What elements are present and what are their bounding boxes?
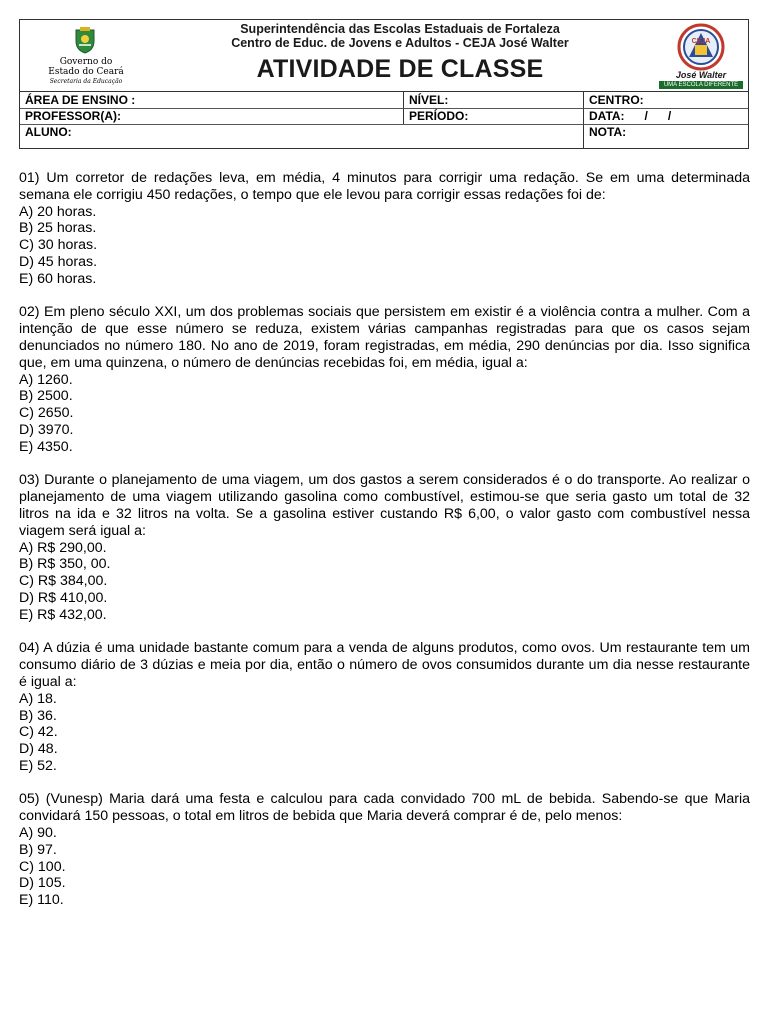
ceja-emblem-icon	[657, 23, 745, 71]
answer-option: A) 18.	[19, 690, 57, 707]
question-stem: 05) (Vunesp) Maria dará uma festa e calculou para cada convidado 700 mL de bebida. Sabendo-se que Maria convidará 150 pessoas, o total em litros de bebida que Maria deverá comprar é de, pelo menos:	[19, 791, 750, 825]
table-row-line	[20, 124, 748, 125]
answer-option: C) 30 horas.	[19, 237, 98, 254]
question-5	[19, 791, 750, 909]
field-nivel: NÍVEL:	[409, 93, 449, 107]
field-data: DATA: / /	[589, 109, 672, 123]
field-centro: CENTRO:	[589, 93, 644, 107]
answer-option: B) R$ 350, 00.	[19, 556, 111, 573]
answer-option: B) 36.	[19, 707, 57, 724]
answer-option: D) 48.	[19, 741, 58, 758]
answer-option: D) 45 horas.	[19, 253, 98, 270]
government-logo	[38, 26, 128, 86]
answer-option: D) R$ 410,00.	[19, 589, 108, 606]
answer-option: C) 42.	[19, 724, 58, 741]
activity-title: ATIVIDADE DE CLASSE	[256, 55, 544, 83]
field-nota: NOTA:	[589, 125, 627, 139]
question-4	[19, 640, 750, 774]
answer-option: B) 97.	[19, 841, 57, 858]
answer-option: C) 100.	[19, 858, 66, 875]
answer-option: E) 60 horas.	[19, 270, 97, 287]
answer-option: A) R$ 290,00.	[19, 539, 107, 556]
government-name: Governo do Estado do Ceará	[48, 57, 124, 77]
answer-option: E) R$ 432,00.	[19, 606, 107, 623]
svg-text:CEJA: CEJA	[691, 38, 711, 45]
superintendence-title: Superintendência das Escolas Estaduais de Fortaleza	[240, 22, 560, 36]
answer-option: C) R$ 384,00.	[19, 573, 108, 590]
question-2	[19, 304, 750, 455]
secretariat-name: Secretaria da Educação	[49, 78, 123, 85]
coat-of-arms-icon	[73, 26, 97, 54]
questions-list	[19, 170, 750, 926]
question-stem: 03) Durante o planejamento de uma viagem, um dos gastos a serem considerados é o do transporte. Ao realizar o planejamento de uma viagem utilizando gasolina como combustível, estimou-se que seria gasto um total de 32 litros na ida e 32 litros na volta. Se a gasolina estiver custando R$ 6,00, o valor gasto com combustível nessa viagem será igual a:	[19, 472, 750, 539]
field-periodo: PERÍODO:	[409, 109, 469, 123]
school-title: Centro de Educ. de Jovens e Adultos - CEJA José Walter	[231, 36, 569, 50]
answer-option: C) 2650.	[19, 405, 74, 422]
question-3	[19, 472, 750, 623]
question-stem: 01) Um corretor de redações leva, em média, 4 minutos para corrigir uma redação. Se em uma determinada semana ele corrigiu 450 redações, o tempo que ele levou para corrigir essas redações foi de:	[19, 170, 750, 203]
question-stem: 04) A dúzia é uma unidade bastante comum para a venda de alguns produtos, como ovos. Um restaurante tem um consumo diário de 3 dúzias e meia por dia, então o número de ovos consumidos durante um dia nesse restaurante é igual a:	[19, 640, 750, 690]
answer-option: A) 1260.	[19, 371, 73, 388]
answer-option: B) 2500.	[19, 388, 73, 405]
field-aluno: ALUNO:	[25, 125, 72, 139]
answer-option: D) 3970.	[19, 421, 74, 438]
ceja-slogan: UMA ESCOLA DIFERENTE	[659, 81, 743, 89]
answer-option: E) 52.	[19, 757, 57, 774]
answer-option: A) 90.	[19, 825, 57, 842]
table-divider	[583, 92, 584, 148]
answer-option: D) 105.	[19, 875, 66, 892]
ceja-name: José Walter	[675, 70, 727, 80]
answer-option: E) 110.	[19, 892, 64, 909]
question-stem: 02) Em pleno século XXI, um dos problemas sociais que persistem em existir é a violência contra a mulher. Com a intenção de que esse número se reduza, existem várias campanhas registradas para que os casos sejam denunciados no número 180. No ano de 2019, foram registradas, em média, 290 denúncias por dia. Isso significa que, em uma quinzena, o número de denúncias recebidas foi, em média, igual a:	[19, 304, 750, 371]
field-professor: PROFESSOR(A):	[25, 109, 121, 123]
field-area: ÁREA DE ENSINO :	[25, 93, 136, 107]
document-header	[19, 19, 749, 149]
ceja-logo	[657, 23, 745, 89]
answer-option: B) 25 horas.	[19, 220, 97, 237]
answer-option: A) 20 horas.	[19, 203, 97, 220]
answer-option: E) 4350.	[19, 438, 73, 455]
header-divider	[20, 91, 748, 92]
question-1	[19, 170, 750, 288]
